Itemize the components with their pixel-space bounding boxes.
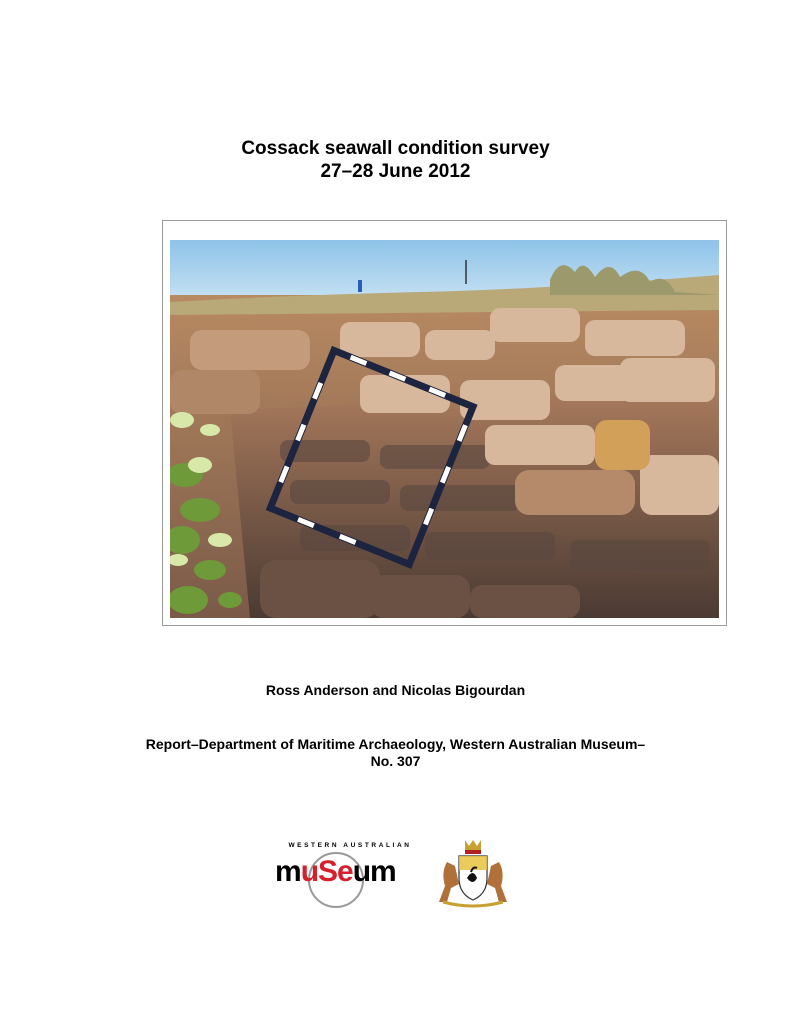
wa-museum-logo <box>275 842 425 908</box>
museum-word-part3: um <box>352 855 396 888</box>
report-line-1: Report–Department of Maritime Archaeology, Western Australian Museum– <box>145 736 646 752</box>
report-info <box>0 736 791 770</box>
cover-photo-frame <box>162 220 727 626</box>
museum-logo-word <box>275 854 396 890</box>
seawall-photo <box>170 240 719 618</box>
title-line-1: Cossack seawall condition survey <box>241 138 550 159</box>
wa-coat-of-arms-icon <box>425 838 520 910</box>
museum-word-part1: m <box>275 855 301 888</box>
museum-logo-subtitle: WESTERN AUSTRALIAN <box>288 842 412 849</box>
document-title <box>0 137 791 183</box>
title-line-2: 27–28 June 2012 <box>320 161 471 182</box>
museum-word-part2: uSe <box>300 855 353 888</box>
authors: Ross Anderson and Nicolas Bigourdan <box>265 682 526 698</box>
logos <box>275 838 525 913</box>
report-number: No. 307 <box>370 753 421 769</box>
